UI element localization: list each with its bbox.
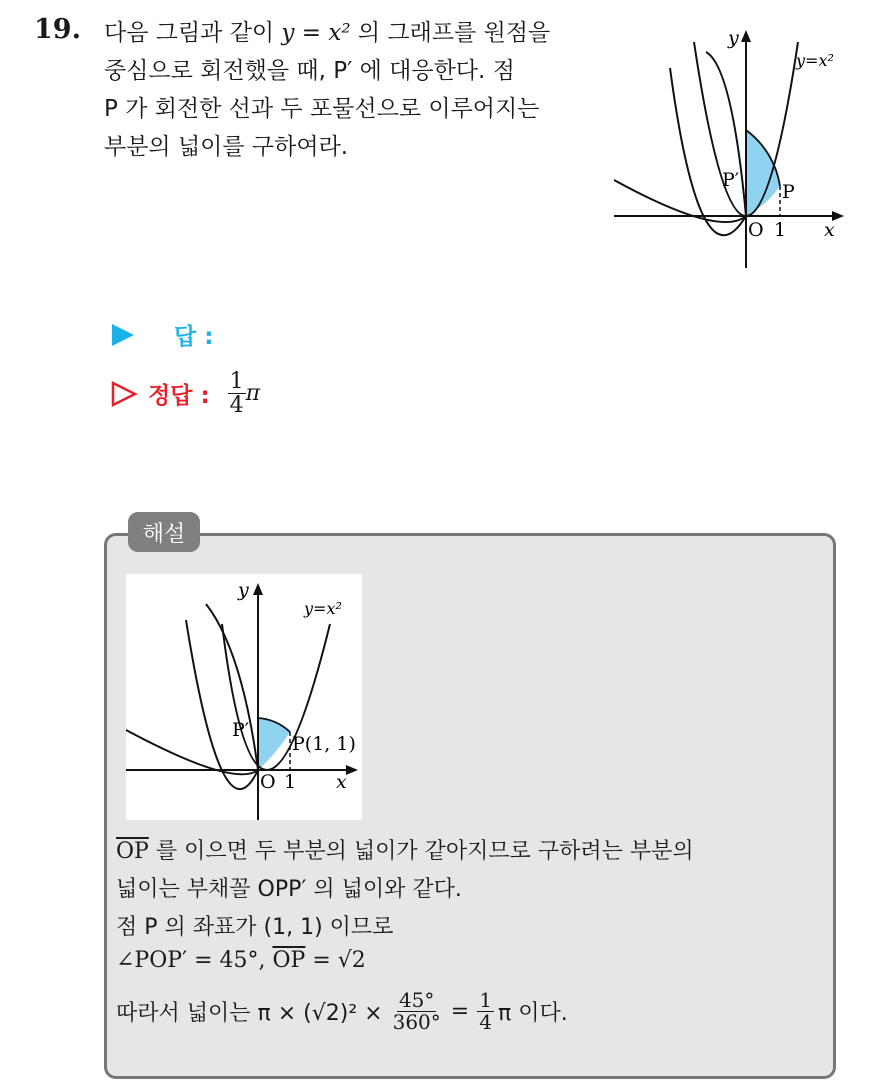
solution-x-label: x — [336, 771, 347, 793]
point-p-prime: P′ — [722, 169, 740, 191]
solution-tag: 해설 — [128, 512, 200, 552]
question-line-1: 다음 그림과 같이 y = x² 의 그래프를 원점을 — [104, 20, 551, 46]
correct-answer-row — [110, 370, 260, 417]
x-label: x — [824, 219, 835, 241]
solution-curve-label: y=x² — [304, 599, 342, 618]
question-equation: y = x² — [281, 20, 351, 46]
solution-shaded-region — [258, 718, 290, 770]
solution-y-axis-arrow — [253, 583, 263, 595]
question-figure — [600, 22, 850, 272]
question-line-2: 중심으로 회전했을 때, P′ 에 대응한다. 점 — [104, 58, 515, 84]
rotated-parabola-left — [670, 68, 746, 235]
solution-line-3: 점 P 의 좌표가 (1, 1) 이므로 — [116, 915, 394, 940]
origin-label: O — [748, 219, 764, 241]
tick-label: 1 — [774, 219, 787, 241]
solution-line-4: ∠POP′ = 45°, $\overline{OP} = √2$ — [116, 948, 366, 973]
question-number: 19. — [34, 14, 81, 45]
solution-angle-fraction: $\frac{45^\circ}{360^\circ}$ — [392, 988, 441, 1034]
solution-origin-label: O — [260, 771, 276, 793]
solution-result-fraction: $\frac{1}{4}$ — [479, 988, 492, 1034]
solution-point-p: P(1, 1) — [292, 733, 356, 755]
correct-answer-fraction: $\frac{1}{4}$ — [229, 369, 244, 419]
question-line-4: 부분의 넓이를 구하여라. — [104, 134, 349, 160]
answer-label: 답 : — [174, 324, 214, 350]
correct-answer-pi: π — [245, 381, 261, 407]
curve-label: y=x² — [796, 51, 834, 70]
outline-arrow-icon — [110, 380, 138, 408]
play-arrow-icon — [110, 322, 136, 348]
solution-x-axis-arrow — [346, 765, 358, 775]
answer-row — [110, 318, 213, 351]
shaded-region — [746, 130, 780, 216]
question-line-3: P 가 회전한 선과 두 포물선으로 이루어지는 — [104, 96, 540, 122]
solution-line-2: 넓이는 부채꼴 OPP′ 의 넓이와 같다. — [116, 877, 462, 902]
solution-tick-label: 1 — [284, 771, 297, 793]
y-axis-arrow — [741, 30, 751, 42]
y-label: y — [728, 27, 739, 49]
point-p: P — [782, 181, 795, 203]
correct-answer-label: 정답 : — [148, 383, 210, 410]
solution-point-p-prime: P′ — [232, 719, 250, 741]
solution-figure — [126, 574, 362, 820]
solution-y-label: y — [238, 579, 249, 601]
solution-line-1: $\overline{OP}$ 를 이으면 두 부분의 넓이가 같아지므로 구하려는 부분의 — [116, 839, 694, 864]
solution-line-5: 따라서 넓이는 π × (√2)² × $\frac{45^\circ}{360^\circ}$ = $\frac{1}{4}$ π 이다. — [116, 988, 568, 1034]
